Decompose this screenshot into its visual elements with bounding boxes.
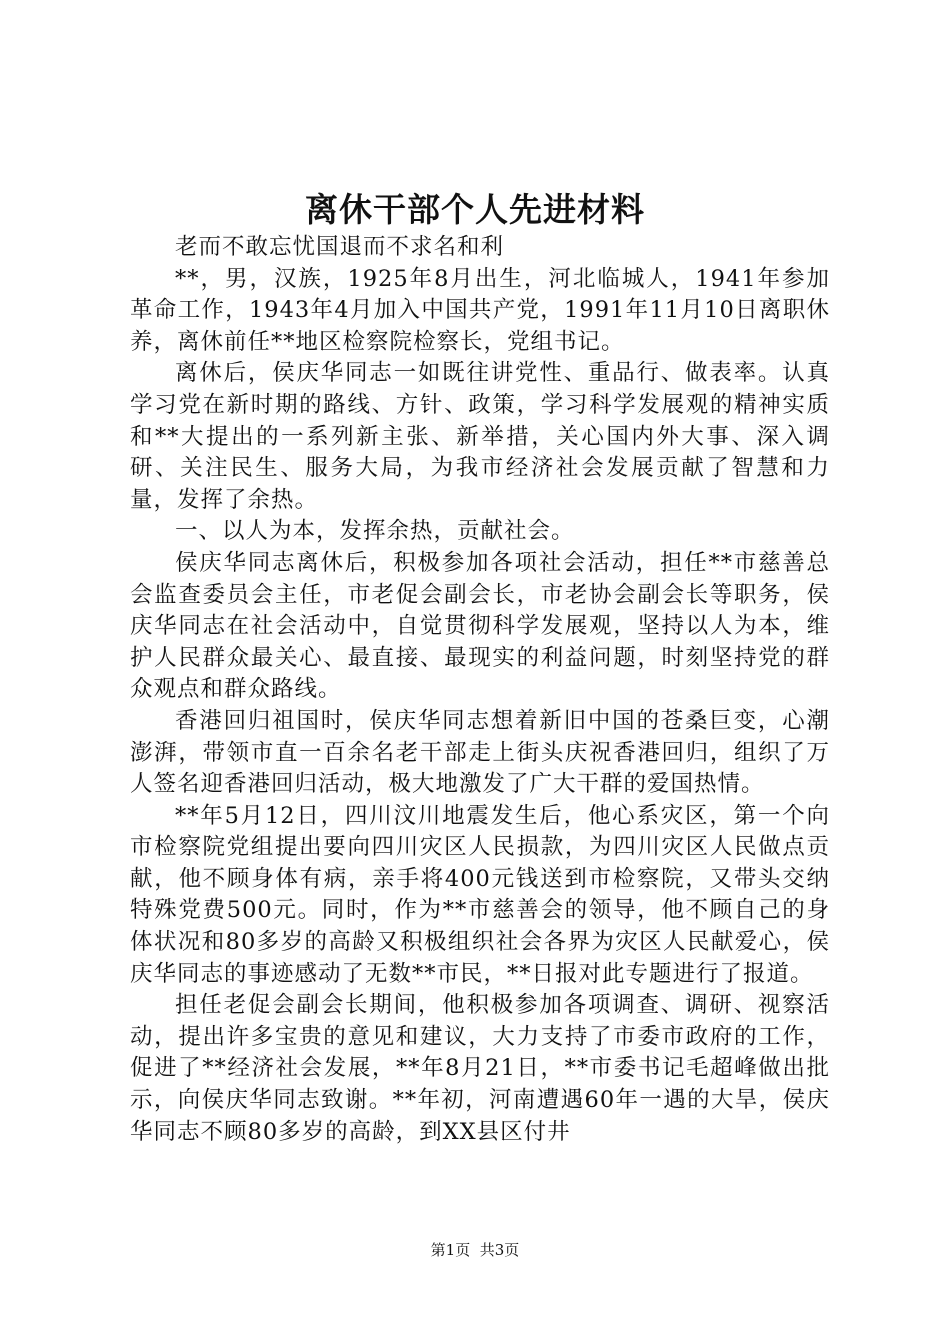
body-paragraph: 离休后，侯庆华同志一如既往讲党性、重品行、做表率。认真学习党在新时期的路线、方针、政策，学习科学发展观的精神实质和**大提出的一系列新主张、新举措，关心国内外大事、深入调研、关注民生、服务大局，为我市经济社会发展贡献了智慧和力量，发挥了余热。 — [130, 360, 830, 513]
section-heading: 一、以人为本，发挥余热，贡献社会。 — [175, 518, 575, 545]
body-paragraph: 担任老促会副会长期间，他积极参加各项调查、调研、视察活动，提出许多宝贵的意见和建议，大力支持了市委市政府的工作，促进了**经济社会发展，**年8月21日，**市委书记毛超峰做出批示，向侯庆华同志致谢。**年初，河南遭遇60年一遇的大旱，侯庆华同志不顾80多岁的高龄，到XX县区付井 — [130, 992, 830, 1145]
page-total: 共3页 — [479, 1241, 520, 1259]
document-title: 离休干部个人先进材料 — [305, 190, 645, 229]
body-paragraph: 侯庆华同志离休后，积极参加各项社会活动，担任**市慈善总会监查委员会主任，市老促会副会长，市老协会副会长等职务，侯庆华同志在社会活动中，自觉贯彻科学发展观，坚持以人为本，维护人民群众最关心、最直接、最现实的利益问题，时刻坚持党的群众观点和群众路线。 — [130, 549, 830, 703]
document-body — [130, 232, 830, 1148]
body-paragraph: 香港回归祖国时，侯庆华同志想着新旧中国的苍桑巨变，心潮澎湃，带领市直一百余名老干部走上街头庆祝香港回归，组织了万人签名迎香港回归活动，极大地激发了广大干群的爱国热情。 — [130, 707, 830, 798]
subtitle-paragraph: 老而不敢忘忧国退而不求名和利 — [175, 234, 505, 260]
page-number: 第1页 — [430, 1241, 471, 1259]
body-paragraph: **，男，汉族，1925年8月出生，河北临城人，1941年参加革命工作，1943年4月加入中国共产党，1991年11月10日离职休养，离休前任**地区检察院检察长，党组书记。 — [130, 265, 830, 355]
body-paragraph: **年5月12日，四川汶川地震发生后，他心系灾区，第一个向市检察院党组提出要向四川灾区人民损款，为四川灾区人民做点贡献，他不顾身体有病，亲手将400元钱送到市检察院，又带头交纳特殊党费500元。同时，作为**市慈善会的领导，他不顾自己的身体状况和80多岁的高龄又积极组织社会各界为灾区人民献爱心，侯庆华同志的事迹感动了无数**市民，**日报对此专题进行了报道。 — [130, 802, 830, 987]
page-footer — [0, 1239, 950, 1261]
